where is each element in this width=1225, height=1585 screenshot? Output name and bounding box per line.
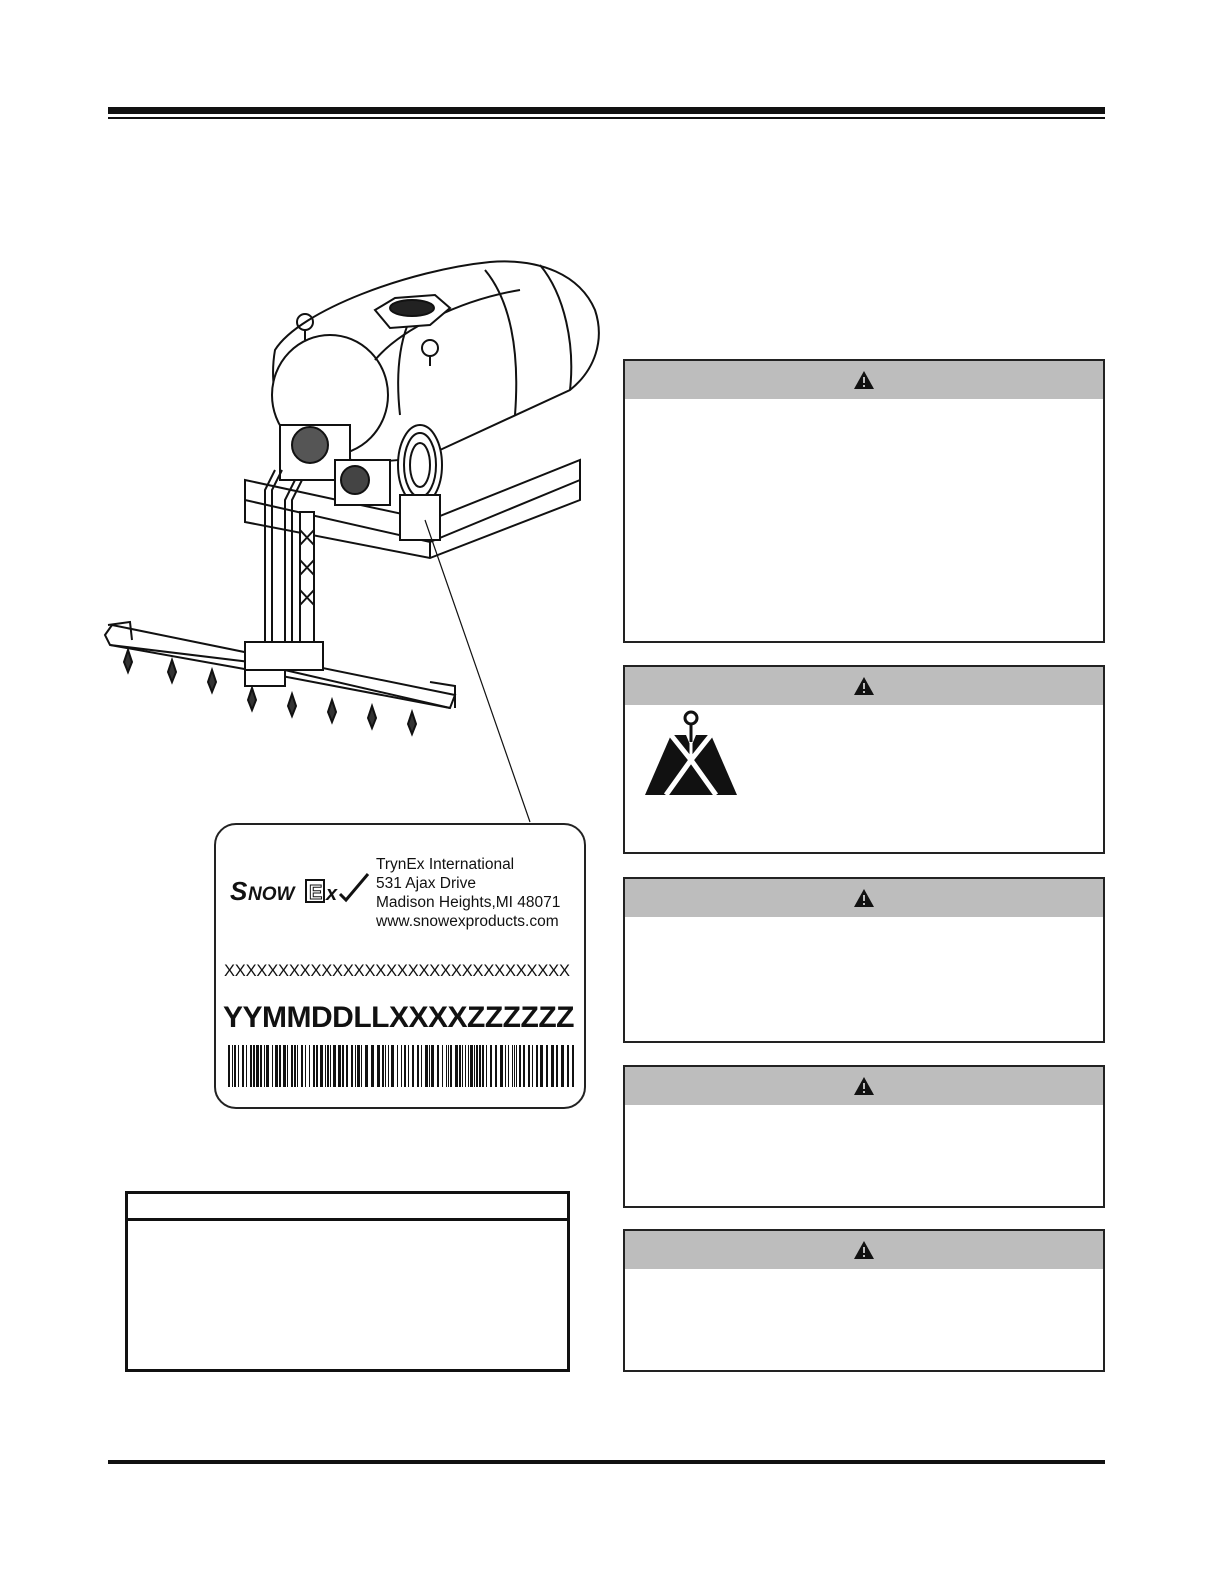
warning-header [625,1067,1103,1105]
manufacturer-address [376,855,560,931]
warning-box-2 [623,665,1105,854]
website: www.snowexproducts.com [376,913,559,930]
svg-text:S: S [230,876,248,906]
warning-box-1 [623,359,1105,643]
warning-header [625,879,1103,917]
warning-header [625,361,1103,399]
warning-header [625,1231,1103,1269]
header-rule-thick [108,107,1105,114]
header-rule-thin [108,117,1105,119]
sprayer-illustration [100,250,610,830]
company-name: TrynEx International [376,856,515,873]
svg-text:E: E [309,882,323,904]
hoist-lift-icon [641,710,741,800]
warning-box-3 [623,877,1105,1043]
warning-box-5 [623,1229,1105,1372]
warning-triangle-icon [853,1076,875,1096]
serial-number-label [214,823,586,1109]
barcode [228,1045,576,1087]
street-address: 531 Ajax Drive [376,875,476,892]
warning-header [625,667,1103,705]
city-state-zip: Madison Heights,MI 48071 [376,894,561,911]
notice-box [125,1191,570,1372]
warning-triangle-icon [853,676,875,696]
serial-number-format: YYMMDDLLXXXXZZZZZZ [223,1001,574,1034]
snowex-logo [230,870,370,910]
svg-text:NOW: NOW [248,884,295,905]
warning-triangle-icon [853,370,875,390]
warning-triangle-icon [853,888,875,908]
footer-rule [108,1460,1105,1464]
svg-text:x: x [326,883,338,905]
warning-triangle-icon [853,1240,875,1260]
model-number-placeholder: XXXXXXXXXXXXXXXXXXXXXXXXXXXXXXXX [224,962,570,980]
warning-box-4 [623,1065,1105,1208]
notice-header [128,1194,567,1221]
